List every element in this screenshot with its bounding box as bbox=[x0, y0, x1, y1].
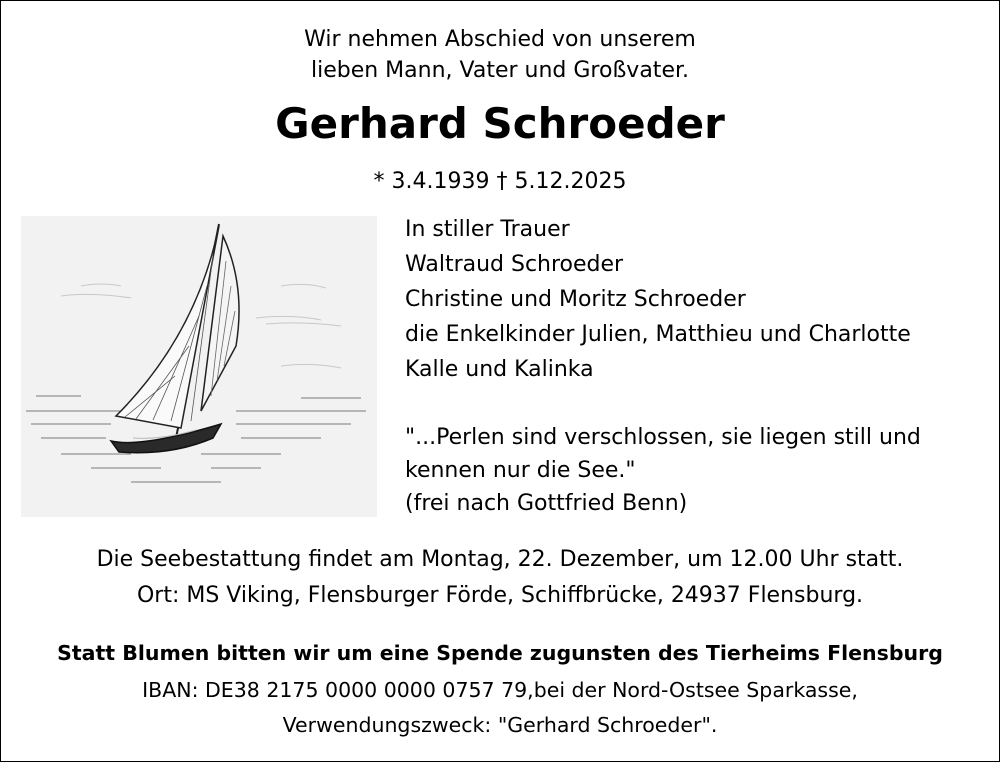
mourner-line: Christine und Moritz Schroeder bbox=[405, 287, 746, 312]
intro-line-2: lieben Mann, Vater und Großvater. bbox=[310, 58, 689, 83]
mourner-line: Kalle und Kalinka bbox=[405, 357, 594, 382]
quote-attribution: (frei nach Gottfried Benn) bbox=[405, 491, 688, 516]
donation-iban: IBAN: DE38 2175 0000 0000 0757 79,bei der Nord-Ostsee Sparkasse, bbox=[142, 678, 858, 702]
mourners-list bbox=[405, 212, 911, 387]
hull bbox=[111, 424, 221, 453]
service-date: Die Seebestattung findet am Montag, 22. Dezember, um 12.00 Uhr statt. bbox=[96, 547, 904, 572]
quote-line-2: kennen nur die See." bbox=[405, 458, 636, 483]
jib-sail bbox=[201, 236, 239, 411]
life-dates: * 3.4.1939 † 5.12.2025 bbox=[373, 169, 627, 194]
mourners-heading: In stiller Trauer bbox=[405, 217, 570, 242]
intro-line-1: Wir nehmen Abschied von unserem bbox=[304, 27, 696, 52]
mourner-line: die Enkelkinder Julien, Matthieu und Charlotte bbox=[405, 322, 911, 347]
sailboat-drawing bbox=[21, 216, 377, 517]
donation-purpose: Verwendungszweck: "Gerhard Schroeder". bbox=[282, 713, 718, 737]
deceased-name: Gerhard Schroeder bbox=[275, 99, 725, 148]
quote-line-1: "...Perlen sind verschlossen, sie liegen still und bbox=[405, 425, 921, 450]
memorial-quote bbox=[405, 421, 921, 520]
service-location: Ort: MS Viking, Flensburger Förde, Schiffbrücke, 24937 Flensburg. bbox=[136, 583, 864, 608]
mourner-line: Waltraud Schroeder bbox=[405, 252, 624, 277]
donation-heading: Statt Blumen bitten wir um eine Spende zugunsten des Tierheims Flensburg bbox=[57, 641, 943, 665]
